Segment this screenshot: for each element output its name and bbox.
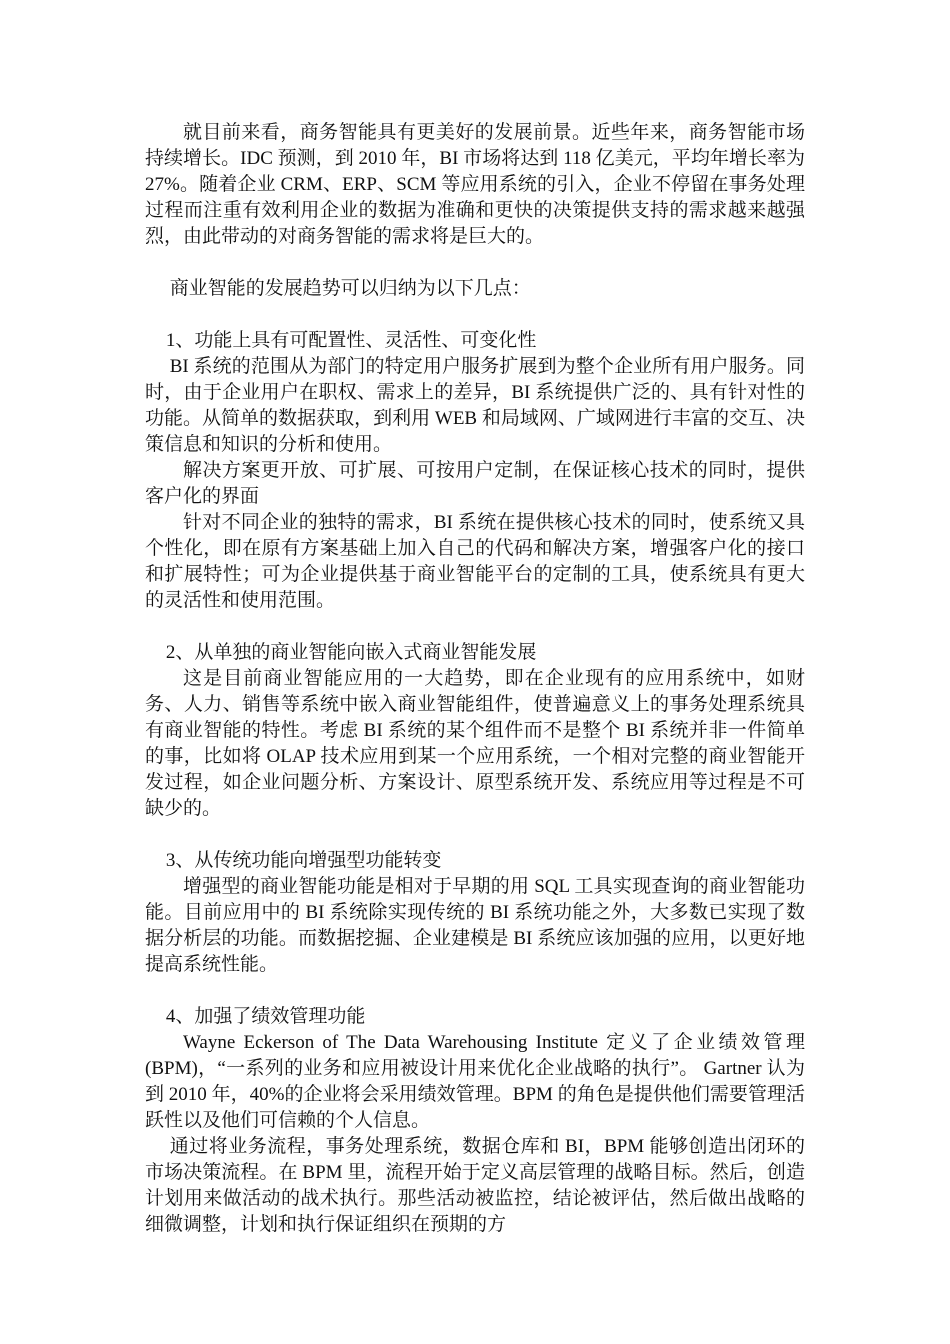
paragraph-intro: 就目前来看，商务智能具有更美好的发展前景。近些年来，商务智能市场持续增长。IDC 预测，到 2010 年，BI 市场将达到 118 亿美元，平均年增长率为 27%。随着企业 CRM、ERP、SCM 等应用系统的引入，企业不停留在事务处理过程而注重有效利用企业的数据为准确和更快的决策提供支持的需求越来越强烈，由此带动的对商务智能的需求将是巨大的。 (145, 122, 805, 247)
paragraph-spacer (145, 250, 805, 276)
paragraph-section-2: 这是目前商业智能应用的一大趋势，即在企业现有的应用系统中，如财务、人力、销售等系统中嵌入商业智能组件，使普遍意义上的事务处理系统具有商业智能的特性。考虑 BI 系统的某个组件而不是整个 BI 系统并非一件简单的事，比如将 OLAP 技术应用到某一个应用系统，一个相对完整的商业智能开发过程，如企业问题分析、方案设计、原型系统开发、系统应用等过程是不可缺少的。 (145, 668, 805, 819)
section-heading-3: 3、从传统功能向增强型功能转变 (165, 850, 442, 871)
paragraph-spacer (145, 302, 805, 328)
document-body (145, 120, 805, 1238)
paragraph-section-4-a: Wayne Eckerson of The Data Warehousing Institute 定义了企业绩效管理(BPM)，“一系列的业务和应用被设计用来优化企业战略的执行”。 Gartner 认为到 2010 年，40%的企业将会采用绩效管理。BPM 的角色是提供他们需要管理活跃性以及他们可信赖的个人信息。 (145, 1032, 805, 1131)
section-heading-1: 1、功能上具有可配置性、灵活性、可变化性 (165, 330, 537, 351)
paragraph-section-3: 增强型的商业智能功能是相对于早期的用 SQL 工具实现查询的商业智能功能。目前应用中的 BI 系统除实现传统的 BI 系统功能之外，大多数已实现了数据分析层的功能。而数据挖掘、企业建模是 BI 系统应该加强的应用，以更好地提高系统性能。 (145, 876, 805, 975)
paragraph-section-1-c: 针对不同企业的独特的需求，BI 系统在提供核心技术的同时，使系统又具个性化，即在原有方案基础上加入自己的代码和解决方案，增强客户化的接口和扩展特性；可为企业提供基于商业智能平台的定制的工具，使系统具有更大的灵活性和使用范围。 (145, 512, 805, 611)
section-heading-2: 2、从单独的商业智能向嵌入式商业智能发展 (165, 642, 537, 663)
paragraph-spacer (145, 978, 805, 1004)
paragraph-section-1-b: 解决方案更开放、可扩展、可按用户定制，在保证核心技术的同时，提供客户化的界面 (145, 460, 805, 507)
section-heading-4: 4、加强了绩效管理功能 (165, 1006, 366, 1027)
paragraph-spacer (145, 822, 805, 848)
paragraph-section-4-b: 通过将业务流程，事务处理系统，数据仓库和 BI，BPM 能够创造出闭环的市场决策流程。在 BPM 里，流程开始于定义高层管理的战略目标。然后，创造计划用来做活动的战术执行。那些活动被监控，结论被评估，然后做出战略的细微调整，计划和执行保证组织在预期的方 (145, 1136, 805, 1235)
paragraph-section-1-a: BI 系统的范围从为部门的特定用户服务扩展到为整个企业所有用户服务。同时，由于企业用户在职权、需求上的差异，BI 系统提供广泛的、具有针对性的功能。从简单的数据获取，到利用 WEB 和局域网、广域网进行丰富的交互、决策信息和知识的分析和使用。 (145, 356, 805, 455)
paragraph-trends-intro: 商业智能的发展趋势可以归纳为以下几点： (169, 278, 531, 299)
paragraph-spacer (145, 614, 805, 640)
